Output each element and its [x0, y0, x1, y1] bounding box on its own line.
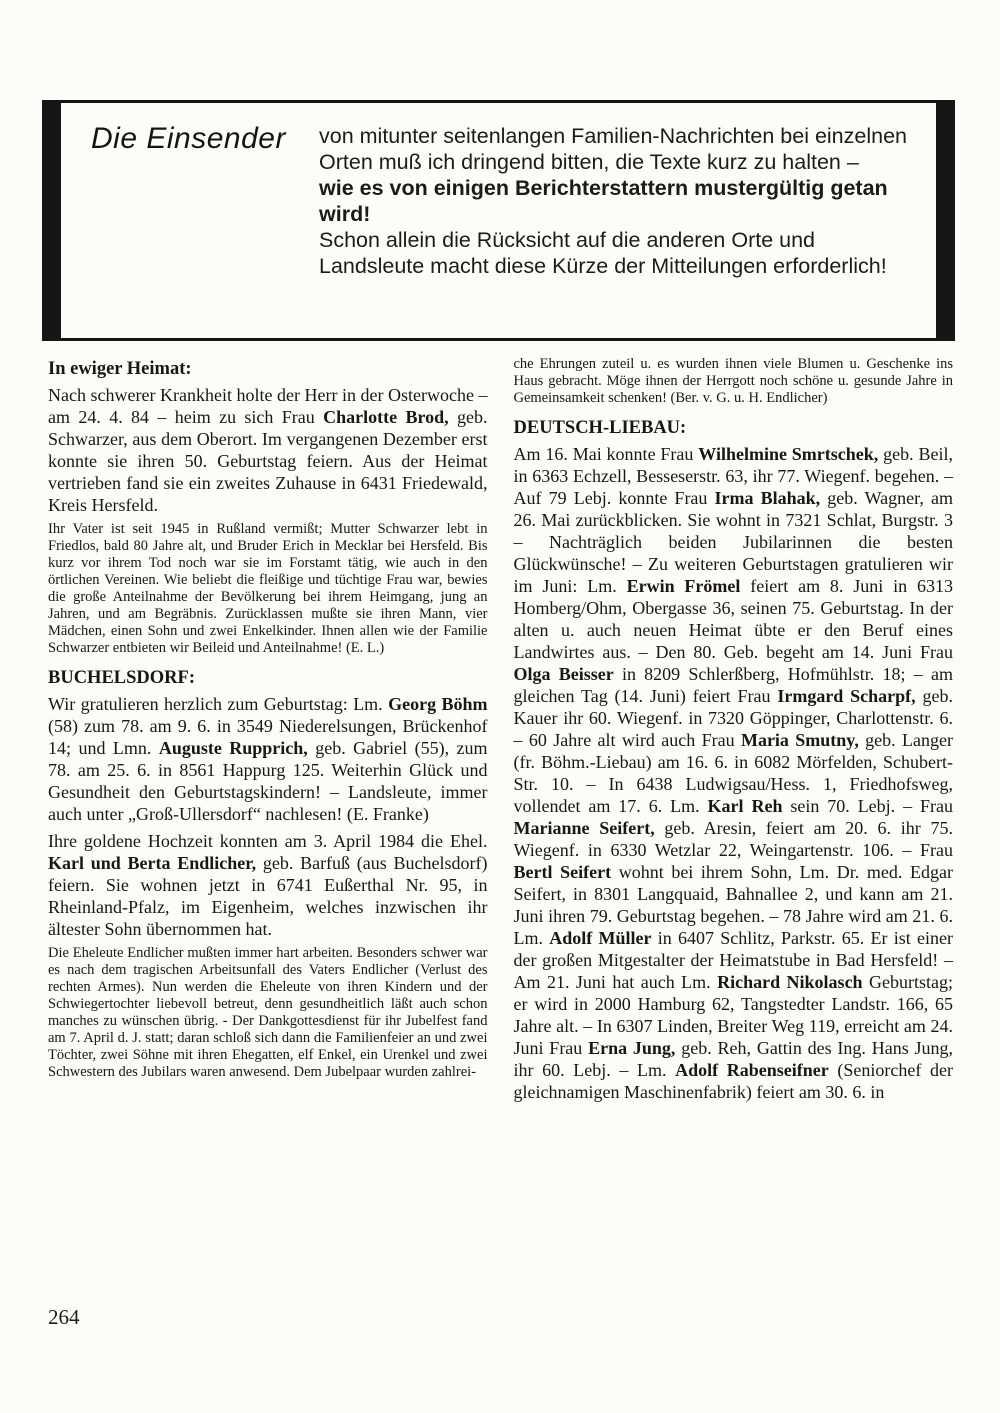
text-run: sein 70. Lebj. – Frau	[782, 796, 953, 816]
bold-text-run: Marianne Seifert,	[513, 818, 655, 838]
bold-text-run: BUCHELSDORF:	[48, 668, 195, 688]
bold-text-run: Charlotte Brod,	[323, 407, 449, 427]
text-run: geb. Kauer ihr 60. Wiegenf. in 7320 Göppinger, Charlottenstr. 6. – 60 Jahre alt wird auch Frau	[513, 686, 953, 750]
article-paragraph	[514, 443, 954, 1103]
text-run: Wir gratulieren herzlich zum Geburtstag: Lm.	[48, 694, 389, 714]
article-paragraph	[48, 521, 488, 657]
text-run: Geburtstag; er wird in 2000 Hamburg 62, Tangstedter Landstr. 166, 65 Jahre alt. – In 6307 Linden, Breiter Weg 119, erreicht am 24. Juni Frau	[513, 972, 953, 1058]
text-run: geb. Beil, in 6363 Echzell, Besseserstr. 63, ihr 77. Wiegenf. begehen. – Auf 79 Lebj. konnte Frau	[513, 444, 953, 508]
bold-text-run: Erwin Frömel	[626, 576, 741, 596]
bold-text-run: Olga Beisser	[513, 664, 614, 684]
article-paragraph	[514, 356, 954, 407]
bold-text-run: Karl Reh	[707, 796, 783, 816]
text-run: Nach schwerer Krankheit holte der Herr in der Osterwoche – am 24. 4. 84 – heim zu sich Frau	[48, 385, 488, 427]
text-run: wohnt bei ihrem Sohn, Lm. Dr. med. Edgar Seifert, in 8301 Langquaid, Bahnallee 2, und kann am 21. Juni ihren 79. Geburtstag begehen. – 78 Jahre wird am 21. 6. Lm.	[513, 862, 954, 948]
bold-text-run: Erna Jung,	[588, 1038, 676, 1058]
notice-line: Schon allein die Rücksicht auf die anderen Orte und Landsleute macht diese Kürze der Mitteilungen erforderlich!	[319, 228, 887, 278]
bold-text-run: Karl und Berta Endlicher,	[48, 853, 257, 873]
page-number: 264	[48, 1305, 80, 1329]
text-run: geb. Barfuß (aus Buchelsdorf) feiern. Sie wohnen jetzt in 6741 Eußerthal Nr. 95, in Rheinland-Pfalz, im Eigenheim, welches inzwischen ihr ältester Sohn übernommen hat.	[48, 853, 488, 939]
bold-text-run: Richard Nikolasch	[717, 972, 863, 992]
text-run: geb. Langer (fr. Böhm.-Liebau) am 16. 6. in 6082 Mörfelden, Schubert-Str. 10. – In 6438 Ludwigsau/Hess. 1, Friedhofsweg, vollendet am 17. 6. Lm.	[513, 730, 954, 816]
text-run: (58) zum 78. am 9. 6. in 3549 Niederelsungen, Brückenhof 14; und Lmn.	[48, 716, 488, 758]
text-run: Ihr Vater ist seit 1945 in Rußland vermißt; Mutter Schwarzer lebt in Friedlos, bald 80 Jahre alt, und Bruder Erich in Mecklar bei Hersfeld. Bis kurz vor ihrem Tod noch war sie im Forstamt tätig, wie auch in den örtlichen Vereinen. Wie beliebt die fleißige und tüchtige Frau war, bewies die große Anteilnahme der Bevölkerung bei ihrem Heimgang, jung an Jahren, und am Begräbnis. Zurücklassen mußte sie ihren Mann, vier Mädchen, einen Sohn und zwei Enkelkinder. Ihnen allen wie der Familie Schwarzer entbieten wir Beileid und Anteilnahme! (E. L.)	[48, 521, 488, 656]
bold-text-run: Georg Böhm	[388, 694, 488, 714]
bold-text-run: Wilhelmine Smrtschek,	[698, 444, 879, 464]
text-run: geb. Gabriel (55), zum 78. am 25. 6. in 8561 Happurg 125. Weiterhin Glück und Gesundheit den Geburtstagskindern! – Landsleute, immer auch unter „Groß-Ullersdorf“ nachlesen! (E. Franke)	[48, 738, 488, 824]
editor-notice-box	[42, 100, 955, 341]
text-run: (Seniorchef der gleichnamigen Maschinenfabrik) feiert am 30. 6. in	[513, 1060, 953, 1102]
text-run: Die Eheleute Endlicher mußten immer hart arbeiten. Besonders schwer war es nach dem tragischen Arbeitsunfall des Vaters Endlicher (Verlust des rechten Armes). Nun werden die Eheleute von ihren Kindern und der Schwiegertochter liebevoll betreut, denn gesundheitlich läßt auch schon manches zu wünschen übrig. - Der Dankgottesdienst für ihr Jubelfest fand am 7. April d. J. statt; daran schloß sich dann die Familienfeier an und zwei Töchter, zwei Söhne mit ihren Ehegatten, elf Enkel, ein Urenkel und zwei Schwestern des Jubilars waren anwesend. Dem Jubelpaar wurden zahlrei-	[48, 945, 488, 1080]
bold-text-run: In ewiger Heimat:	[48, 359, 192, 379]
bold-text-run: Bertl Seifert	[513, 862, 612, 882]
article-columns	[48, 356, 953, 1108]
notice-title: Die Einsender	[91, 122, 286, 155]
text-run: che Ehrungen zuteil u. es wurden ihnen viele Blumen u. Geschenke ins Haus gebracht. Möge ihnen der Herrgott noch schöne u. gesunde Jahre in Gemeinsamkeit schenken! (Ber. v. G. u. H. Endlicher)	[513, 356, 953, 406]
section-heading	[514, 417, 954, 439]
text-run: geb. Wagner, am 26. Mai zurückblicken. Sie wohnt in 7321 Schlat, Burgstr. 3 – Nachträglich beiden Jubilarinnen die besten Glückwünsche! – Zu weiteren Geburtstagen gratulieren wir im Juni: Lm.	[513, 488, 953, 596]
section-heading	[48, 358, 488, 380]
article-paragraph	[48, 830, 488, 940]
text-run: geb. Aresin, feiert am 20. 6. ihr 75. Wiegenf. in 6330 Wetzlar 22, Weingartenstr. 106. – Frau	[513, 818, 953, 860]
article-paragraph	[48, 693, 488, 825]
section-heading	[48, 667, 488, 689]
article-paragraph	[48, 945, 488, 1081]
bold-text-run: Adolf Müller	[549, 928, 652, 948]
text-run: geb. Schwarzer, aus dem Oberort. Im vergangenen Dezember erst konnte sie ihren 50. Geburtstag feiern. Aus der Heimat vertrieben fand sie ein zweites Zuhause in 6431 Friedewald, Kreis Hersfeld.	[48, 407, 488, 515]
text-run: Am 16. Mai konnte Frau	[513, 444, 699, 464]
text-run: in 6407 Schlitz, Parkstr. 65. Er ist einer der großen Mitgestalter der Heimatstube in Bad Hersfeld! – Am 21. Juni hat auch Lm.	[513, 928, 953, 992]
right-column	[514, 356, 954, 1108]
bold-text-run: Maria Smutny,	[740, 730, 859, 750]
bold-text-run: Irmgard Scharpf,	[777, 686, 916, 706]
bold-text-run: Irma Blahak,	[714, 488, 821, 508]
left-column	[48, 356, 488, 1108]
text-run: in 8209 Schlerßberg, Hofmühlstr. 18; – am gleichen Tag (14. Juni) feiert Frau	[513, 664, 953, 706]
notice-line: wie es von einigen Berichterstattern mustergültig getan wird!	[319, 176, 888, 226]
notice-line: von mitunter seitenlangen Familien-Nachrichten bei einzelnen Orten muß ich dringend bitten, die Texte kurz zu halten –	[319, 124, 907, 174]
bold-text-run: Auguste Rupprich,	[158, 738, 308, 758]
notice-text	[319, 123, 916, 279]
text-run: feiert am 8. Juni in 6313 Homberg/Ohm, Obergasse 36, seinen 75. Geburtstag. In der alten u. auch neuen Heimat übte er den Beruf eines Landwirtes aus. – Den 80. Geb. begeht am 14. Juni Frau	[513, 576, 953, 662]
editor-notice-inner	[61, 103, 936, 279]
text-run: geb. Reh, Gattin des Ing. Hans Jung, ihr 60. Lebj. – Lm.	[513, 1038, 953, 1080]
article-paragraph	[48, 384, 488, 516]
bold-text-run: DEUTSCH-LIEBAU:	[513, 418, 687, 438]
text-run: Ihre goldene Hochzeit konnten am 3. April 1984 die Ehel.	[48, 831, 488, 851]
bold-text-run: Adolf Rabenseifner	[675, 1060, 829, 1080]
